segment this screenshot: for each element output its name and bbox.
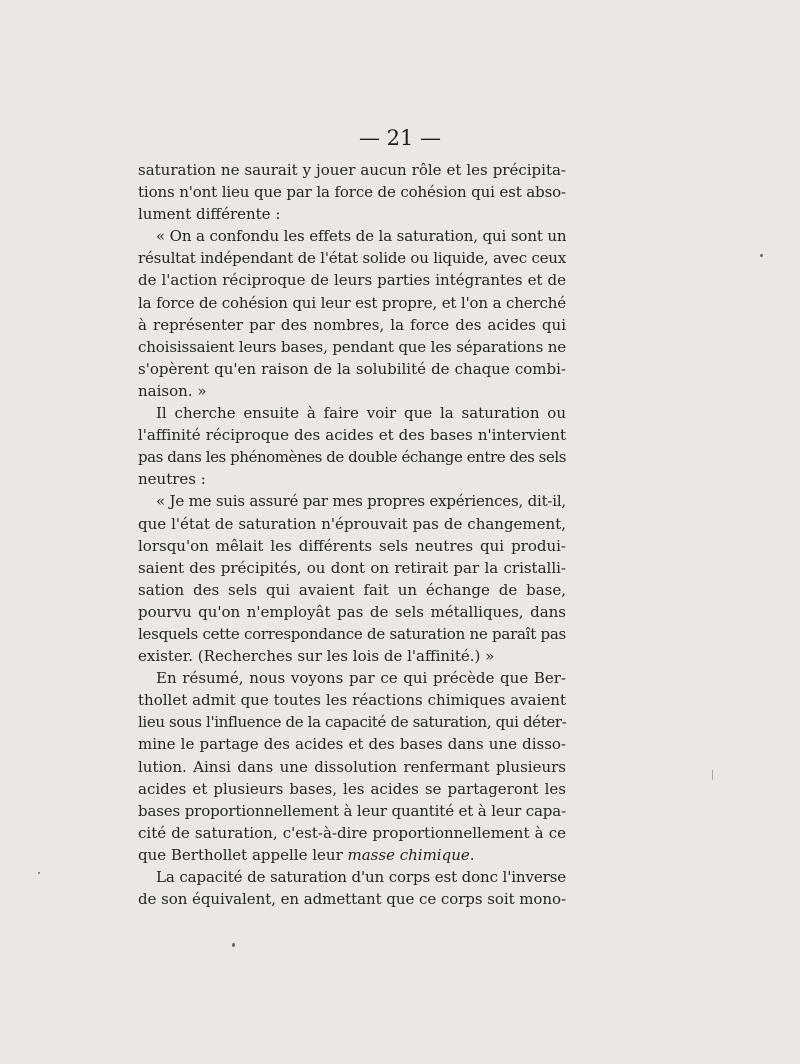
text-line-content: « Je me suis assuré par mes propres expériences, dit-il, [156,492,566,511]
paper-speck [712,770,713,780]
text-line-content: résultat indépendant de l'état solide ou liquide, avec ceux [138,249,566,268]
text-line-content: la force de cohésion qui leur est propre, et l'on a cherché [138,293,566,312]
paper-speck [232,943,235,947]
text-line [138,402,566,424]
text-line-content: En résumé, nous voyons par ce qui précède que Ber- [156,669,566,688]
text-line-content: choisissaient leurs bases, pendant que les séparations ne [138,337,566,356]
text-line-content: bases proportionnellement à leur quantité et à leur capa- [138,801,566,820]
text-line-content: pourvu qu'on n'employât pas de sels métalliques, dans [138,602,566,621]
text-line [138,292,566,314]
text-line-content: de l'action réciproque de leurs parties intégrantes et de [138,271,566,290]
text-line-content: neutres : [138,470,206,489]
italic-term: masse chimique [347,845,470,864]
text-line-content: de son équivalent, en admettant que ce corps soit mono- [138,890,566,909]
text-line-content: naison. » [138,381,207,400]
text-line [138,822,566,844]
text-line-content: « On a confondu les effets de la saturation, qui sont un [156,227,567,246]
text-line [138,800,566,822]
text-line-content: sation des sels qui avaient fait un échange de base, [138,580,566,599]
text-line [138,314,566,336]
text-line [138,159,566,181]
text-line [138,446,566,468]
text-line-content: cité de saturation, c'est-à-dire proportionnellement à ce [138,823,566,842]
text-line [138,181,566,203]
text-line [138,557,566,579]
text-line-content: lument différente : [138,205,281,224]
text-line [138,336,566,358]
text-line [138,866,566,888]
text-line [138,888,566,910]
text-line [138,667,566,689]
text-line [138,203,566,225]
text-line [138,358,566,380]
paper-speck [38,872,40,874]
text-line-content: thollet admit que toutes les réactions chimiques avaient [138,691,566,710]
text-line-content: acides et plusieurs bases, les acides se partageront les [138,779,566,798]
text-line [138,756,566,778]
text-line-content: à représenter par des nombres, la force des acides qui [138,315,566,334]
text-line [138,778,566,800]
text-line [138,711,566,733]
text-line [138,247,566,269]
text-line-content: tions n'ont lieu que par la force de cohésion qui est abso- [138,183,566,202]
text-line [138,380,566,402]
text-line [138,844,566,866]
text-line-content: l'affinité réciproque des acides et des bases n'intervient [138,426,566,445]
text-line-content: exister. (Recherches sur les lois de l'affinité.) » [138,647,495,666]
text-line [138,645,566,667]
text-line [138,424,566,446]
text-line-content: que l'état de saturation n'éprouvait pas de changement, [138,514,566,533]
text-line-content: lesquels cette correspondance de saturation ne paraît pas [138,624,566,643]
text-line [138,623,566,645]
text-line [138,269,566,291]
page-number-header: — 21 — [358,126,442,150]
paper-speck [760,254,763,257]
text-line [138,601,566,623]
text-line-tail: . [469,845,475,864]
text-line [138,513,566,535]
text-line-content: La capacité de saturation d'un corps est donc l'inverse [156,868,566,886]
body-text [138,159,566,910]
text-line [138,733,566,755]
text-line-content: saient des précipités, ou dont on retirait par la cristalli- [138,558,566,577]
text-line-content: pas dans les phénomènes de double échange entre des sels [138,448,566,467]
text-line [138,535,566,557]
text-line-content: que Berthollet appelle leur [138,845,348,864]
text-line [138,579,566,601]
text-line [138,490,566,512]
text-line-content: s'opèrent qu'en raison de la solubilité de chaque combi- [138,359,566,378]
text-line [138,225,566,247]
text-line [138,689,566,711]
text-line-content: Il cherche ensuite à faire voir que la saturation ou [156,404,566,423]
text-line-content: lution. Ainsi dans une dissolution renfermant plusieurs [138,757,566,776]
text-line-content: lieu sous l'influence de la capacité de saturation, qui déter- [138,713,567,732]
text-line-content: saturation ne saurait y jouer aucun rôle et les précipita- [138,161,566,179]
text-line-content: lorsqu'on mêlait les différents sels neutres qui produi- [138,536,566,555]
text-line-content: mine le partage des acides et des bases dans une disso- [138,735,566,754]
text-line [138,468,566,490]
